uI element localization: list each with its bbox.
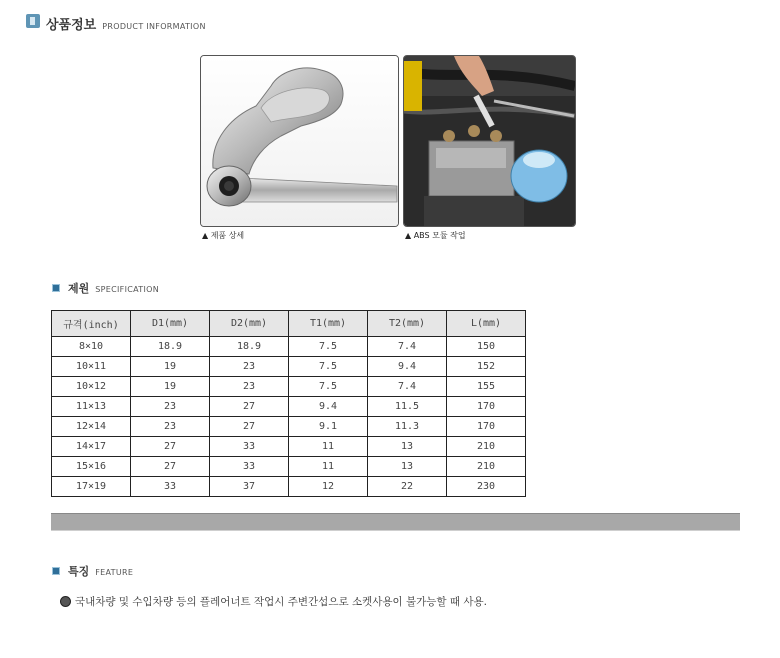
table-cell: 8×10 [52, 337, 131, 357]
col-header: D1(mm) [131, 311, 210, 337]
table-cell: 33 [210, 437, 289, 457]
table-cell: 9.1 [289, 417, 368, 437]
table-cell: 210 [447, 437, 526, 457]
abs-module-caption: ▲ ABS 모듈 작업 [405, 231, 466, 240]
table-cell: 7.4 [368, 377, 447, 397]
table-cell: 9.4 [289, 397, 368, 417]
table-cell: 22 [368, 477, 447, 497]
table-cell: 11 [289, 457, 368, 477]
table-cell: 7.5 [289, 377, 368, 397]
table-cell: 27 [131, 437, 210, 457]
table-cell: 33 [131, 477, 210, 497]
table-cell: 23 [131, 417, 210, 437]
feature-bullet-icon [52, 567, 60, 575]
table-cell: 12×14 [52, 417, 131, 437]
table-cell: 27 [210, 417, 289, 437]
section-divider-bar [51, 513, 740, 531]
table-cell: 210 [447, 457, 526, 477]
table-cell: 11.5 [368, 397, 447, 417]
table-row [52, 437, 526, 457]
table-cell: 23 [210, 357, 289, 377]
spec-heading [52, 280, 159, 296]
feature-text: 국내차량 및 수입차량 등의 플레어너트 작업시 주변간섭으로 소켓사용이 불가능할 때 사용. [75, 596, 488, 608]
table-cell: 7.4 [368, 337, 447, 357]
table-cell: 23 [210, 377, 289, 397]
table-cell: 11 [289, 437, 368, 457]
table-cell: 11.3 [368, 417, 447, 437]
feature-title: 특징 [68, 565, 90, 578]
bullet-dot-icon [60, 596, 71, 607]
col-header: 규격(inch) [52, 311, 131, 337]
spec-table-header [52, 311, 526, 337]
table-cell: 170 [447, 417, 526, 437]
table-cell: 18.9 [210, 337, 289, 357]
table-row [52, 397, 526, 417]
table-cell: 12 [289, 477, 368, 497]
table-cell: 19 [131, 377, 210, 397]
table-cell: 7.5 [289, 337, 368, 357]
table-cell: 23 [131, 397, 210, 417]
col-header: T2(mm) [368, 311, 447, 337]
table-row [52, 417, 526, 437]
table-row [52, 337, 526, 357]
table-cell: 27 [131, 457, 210, 477]
abs-module-photo [403, 55, 576, 227]
spec-table [51, 310, 526, 497]
product-info-title: 상품정보 [46, 18, 97, 33]
table-row [52, 477, 526, 497]
product-info-heading [46, 14, 206, 33]
product-info-icon [26, 14, 40, 28]
table-cell: 19 [131, 357, 210, 377]
table-cell: 15×16 [52, 457, 131, 477]
table-cell: 9.4 [368, 357, 447, 377]
table-cell: 10×11 [52, 357, 131, 377]
spec-subtitle: SPECIFICATION [95, 285, 159, 294]
product-info-subtitle: PRODUCT INFORMATION [102, 22, 206, 31]
table-cell: 37 [210, 477, 289, 497]
col-header: T1(mm) [289, 311, 368, 337]
table-row [52, 457, 526, 477]
feature-heading [52, 563, 133, 579]
table-row [52, 377, 526, 397]
table-cell: 27 [210, 397, 289, 417]
col-header: L(mm) [447, 311, 526, 337]
table-cell: 10×12 [52, 377, 131, 397]
feature-item [60, 594, 487, 609]
table-cell: 13 [368, 457, 447, 477]
table-cell: 18.9 [131, 337, 210, 357]
product-detail-caption: ▲ 제품 상세 [202, 231, 245, 240]
product-detail-photo [200, 55, 399, 227]
table-cell: 170 [447, 397, 526, 417]
table-cell: 230 [447, 477, 526, 497]
spec-bullet-icon [52, 284, 60, 292]
table-cell: 7.5 [289, 357, 368, 377]
table-cell: 14×17 [52, 437, 131, 457]
table-row [52, 357, 526, 377]
table-cell: 155 [447, 377, 526, 397]
table-cell: 11×13 [52, 397, 131, 417]
table-cell: 17×19 [52, 477, 131, 497]
table-cell: 150 [447, 337, 526, 357]
table-cell: 13 [368, 437, 447, 457]
table-cell: 152 [447, 357, 526, 377]
col-header: D2(mm) [210, 311, 289, 337]
spec-title: 제원 [68, 282, 90, 295]
feature-subtitle: FEATURE [95, 568, 134, 577]
table-cell: 33 [210, 457, 289, 477]
